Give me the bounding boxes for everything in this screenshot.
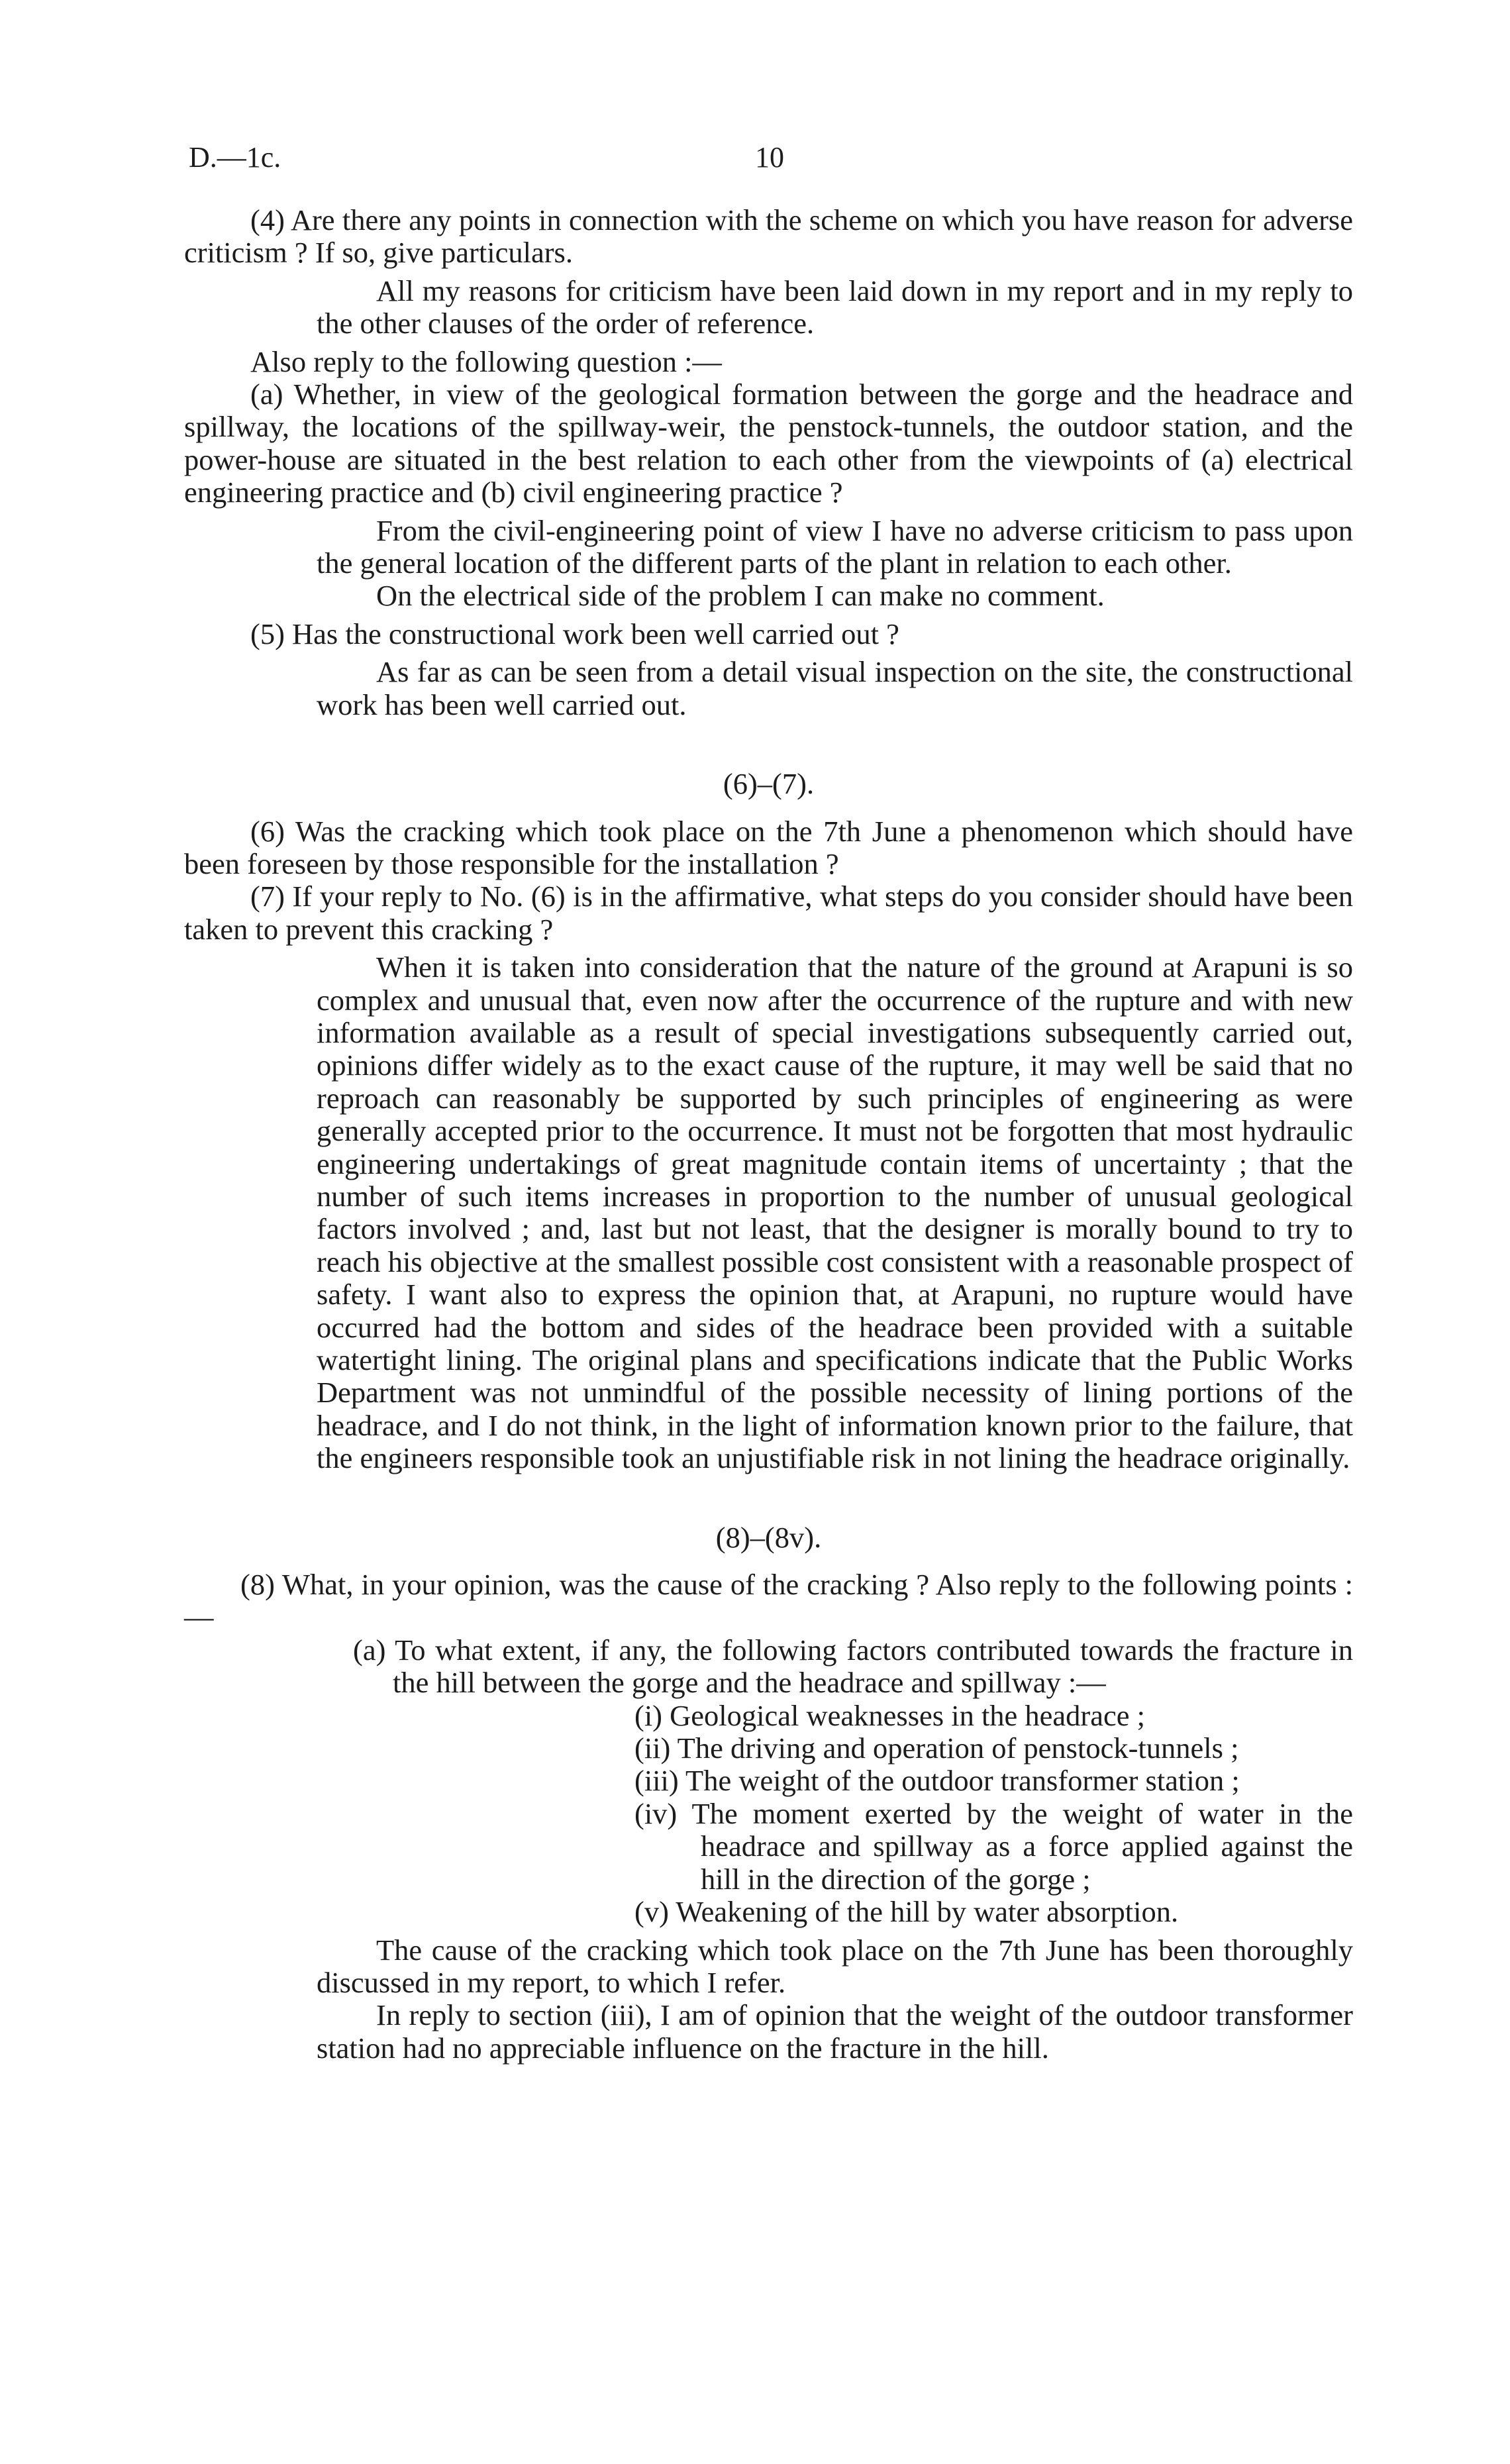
also-reply-line: Also reply to the following question :— [250, 344, 722, 378]
question-4a: (a) Whether, in view of the geological formation between the gorge and the headrace and spillway, the locations of the spillway-weir, the penstock-tunnels, the outdoor station, and the power-house are situated in the best relation to each other from the viewpoints of (a) electrical engineering practice and (b) civil engineering practice ? [184, 378, 1353, 509]
factor-item: (i) Geological weaknesses in the headrace ; [634, 1698, 1145, 1732]
factor-item: (ii) The driving and operation of penstock-tunnels ; [634, 1731, 1239, 1765]
question-8: (8) What, in your opinion, was the cause of the cracking ? Also reply to the following points :— [184, 1568, 1353, 1634]
answer-5: As far as can be seen from a detail visual inspection on the site, the constructional work has been well carried out. [317, 655, 1353, 721]
section-heading-8: (8)–(8v). [715, 1520, 822, 1554]
question-7: (7) If your reply to No. (6) is in the affirmative, what steps do you consider should have been taken to prevent this cracking ? [184, 880, 1353, 946]
document-reference: D.—1c. [189, 141, 281, 174]
factor-item: (iv) The moment exerted by the weight of water in the headrace and spillway as a force applied against the hill in the direction of the gorge ; [634, 1796, 1353, 1896]
answer-6-7: When it is taken into consideration that the nature of the ground at Arapuni is so complex and unusual that, even now after the occurrence of the rupture and with new information available as a result of special investigations subsequently carried out, opinions differ widely as to the exact cause of the rupture, it may well be said that no reproach can reasonably be supported by such principles of engineering as were generally accepted prior to the occurrence. It must not be forgotten that most hydraulic engineering undertakings of great magnitude contain items of uncertainty ; that the number of such items increases in proportion to the number of unusual geological factors involved ; and, last but not least, that the designer is morally bound to try to reach his objective at the smallest possible cost consistent with a reasonable prospect of safety. I want also to express the opinion that, at Arapuni, no rupture would have occurred had the bottom and sides of the headrace been provided with a suitable watertight lining. The original plans and specifications indicate that the Public Works Department was not unmindful of the possible necessity of lining portions of the headrace, and I do not think, in the light of information known prior to the failure, that the engineers responsible took an unjustifiable risk in not lining the headrace originally. [317, 950, 1353, 1475]
answer-8-cause: The cause of the cracking which took place on the 7th June has been thoroughly discussed in my report, to which I refer. [317, 1933, 1353, 1999]
factor-item: (iii) The weight of the outdoor transformer station ; [634, 1764, 1240, 1798]
factor-item: (v) Weakening of the hill by water absorption. [634, 1895, 1179, 1929]
question-5: (5) Has the constructional work been well carried out ? [250, 617, 899, 650]
question-8a: (a) To what extent, if any, the following factors contributed towards the fracture in the hill between the gorge and the headrace and spillway :— [353, 1633, 1353, 1700]
question-4: (4) Are there any points in connection with the scheme on which you have reason for adverse criticism ? If so, give particulars. [184, 203, 1353, 270]
answer-4a-civil: From the civil-engineering point of view I have no adverse criticism to pass upon the general location of the different parts of the plant in relation to each other. [317, 513, 1353, 580]
page-number: 10 [755, 141, 784, 174]
answer-4: All my reasons for criticism have been laid down in my report and in my reply to the other clauses of the order of reference. [317, 274, 1353, 340]
answer-4a-electrical: On the electrical side of the problem I can make no comment. [376, 579, 1105, 613]
section-heading-6-7: (6)–(7). [723, 767, 815, 801]
page-header [189, 140, 1354, 180]
question-6: (6) Was the cracking which took place on the 7th June a phenomenon which should have been foreseen by those responsible for the installation ? [184, 814, 1353, 880]
page-body [184, 204, 1353, 2065]
answer-8-section-iii: In reply to section (iii), I am of opinion that the weight of the outdoor transformer station had no appreciable influence on the fracture in the hill. [317, 1998, 1353, 2065]
